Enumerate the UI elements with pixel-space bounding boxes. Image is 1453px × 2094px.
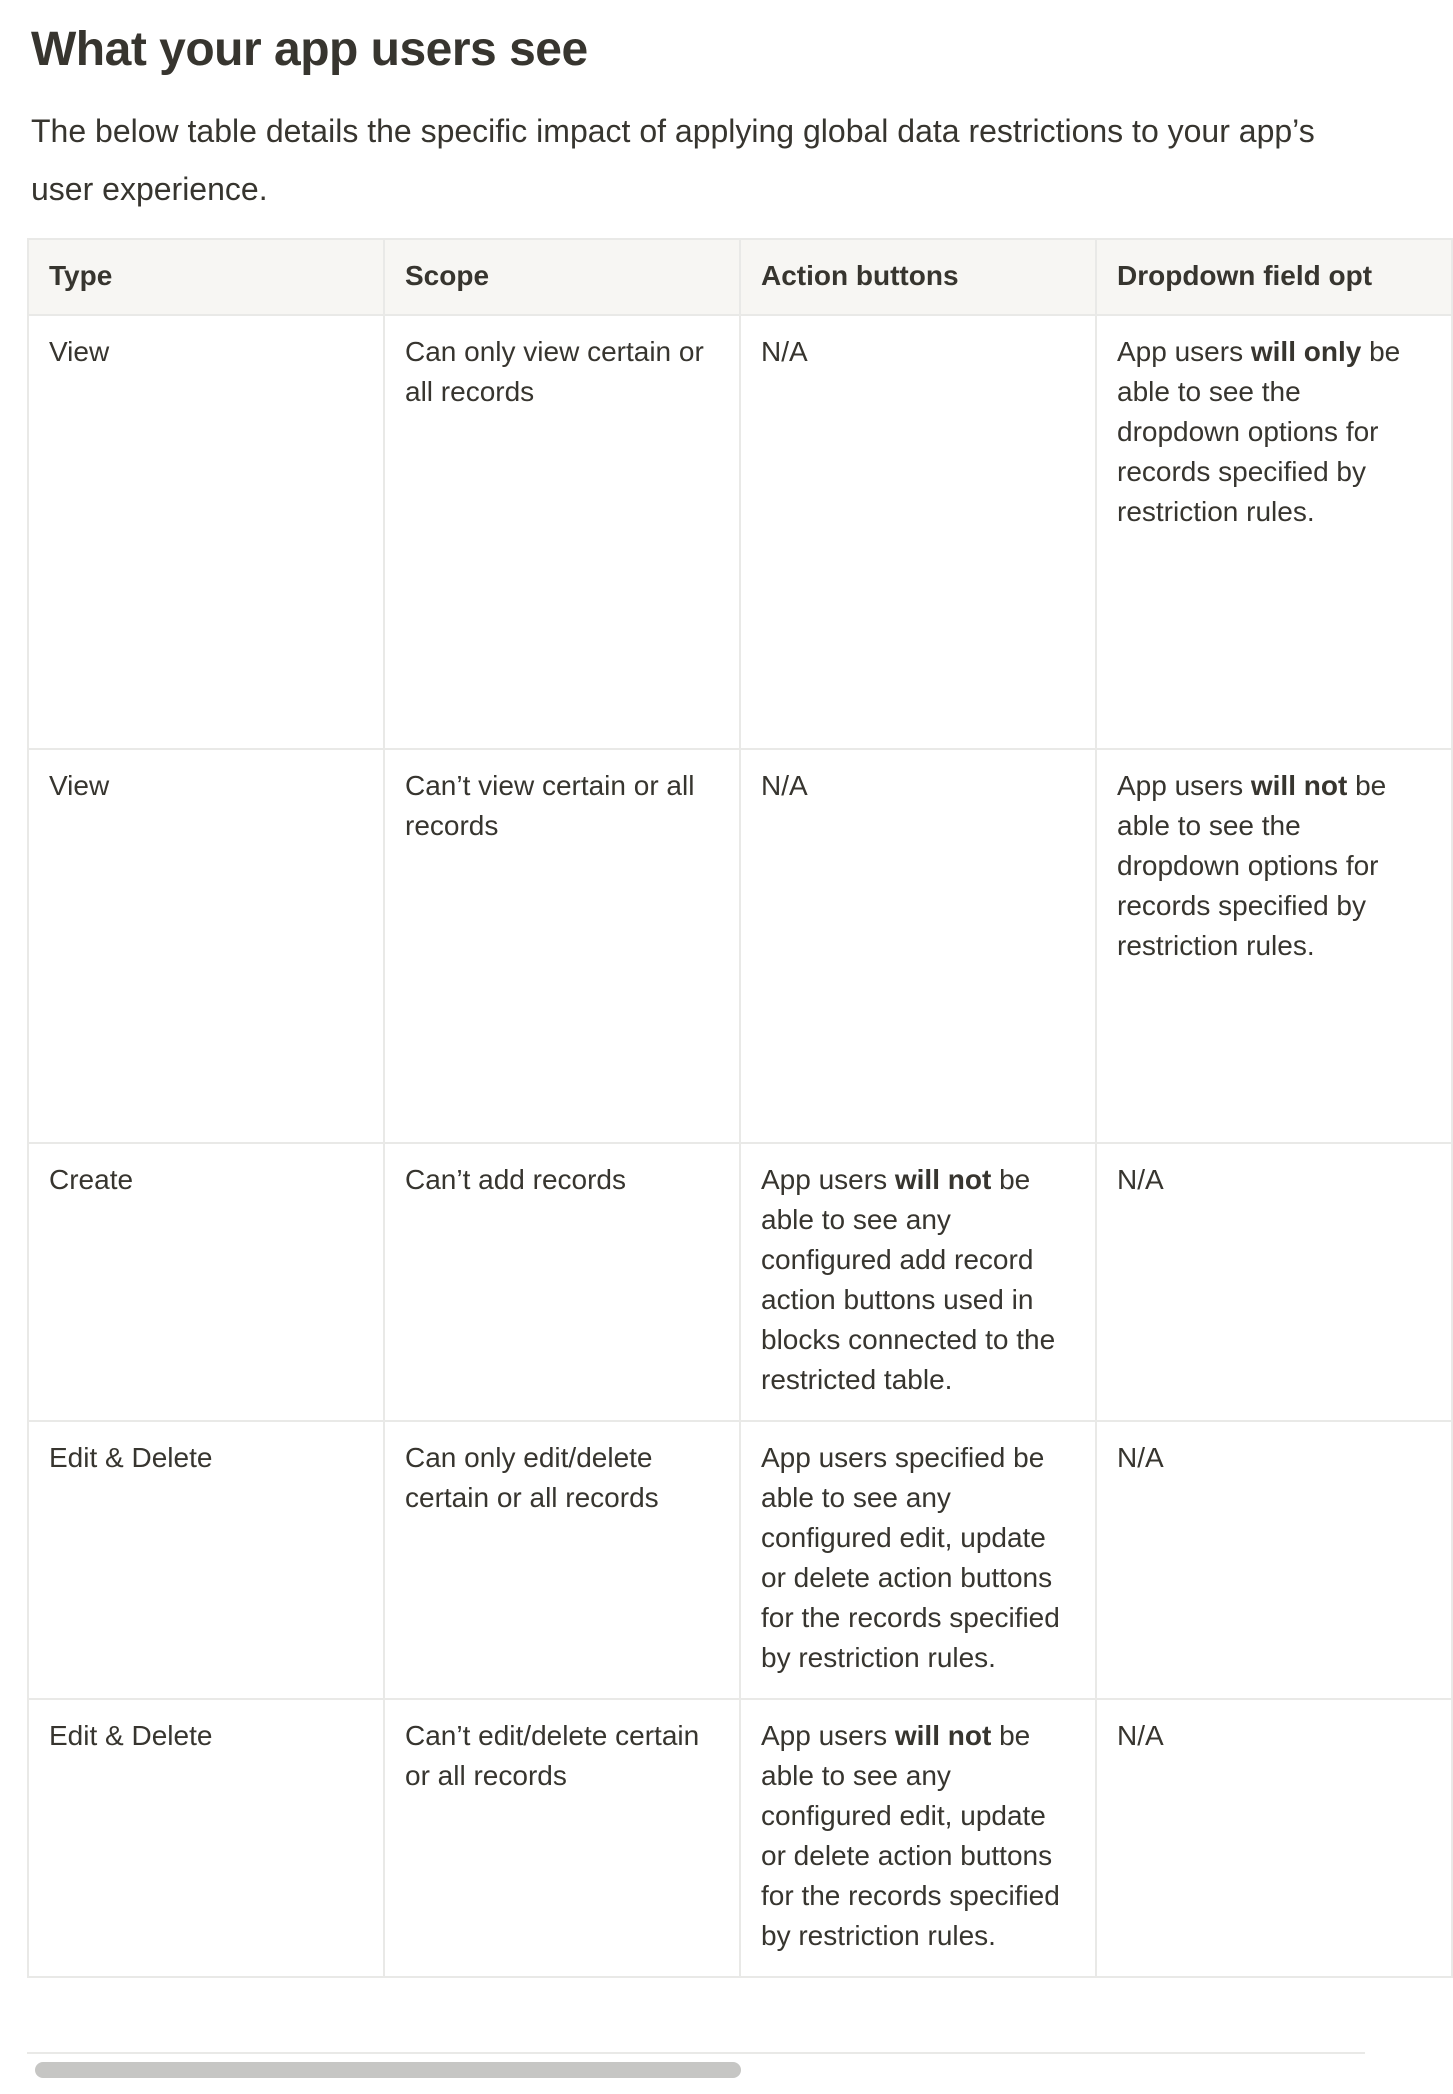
- cell-text-emphasis: will not: [894, 1164, 992, 1195]
- cell-action-buttons: N/A: [740, 315, 1096, 749]
- cell-action-buttons: App users specified be able to see any configured edit, update or delete action buttons for the records specified by restriction rules.: [740, 1421, 1096, 1699]
- scrollbar-thumb[interactable]: [35, 2062, 741, 2078]
- table-row: [28, 315, 1452, 749]
- cell-scope: Can’t view certain or all records: [384, 749, 740, 1143]
- restrictions-impact-table: [27, 238, 1453, 1978]
- table-row: [28, 1699, 1452, 1977]
- cell-text-prefix: App users: [761, 1720, 895, 1751]
- cell-dropdown-field-options: N/A: [1096, 1143, 1452, 1421]
- cell-text-suffix: be able to see any configured edit, update or delete action buttons for the records specified by restriction rules.: [761, 1720, 1060, 1951]
- cell-text-suffix: be able to see the dropdown options for records specified by restriction rules.: [1117, 770, 1387, 961]
- cell-action-buttons: [740, 1143, 1096, 1421]
- cell-dropdown-field-options: N/A: [1096, 1421, 1452, 1699]
- cell-scope: Can only view certain or all records: [384, 315, 740, 749]
- cell-text-suffix: be able to see the dropdown options for records specified by restriction rules.: [1117, 336, 1401, 527]
- cell-scope: Can’t add records: [384, 1143, 740, 1421]
- header-scope: Scope: [384, 239, 740, 315]
- cell-text-prefix: App users: [761, 1164, 895, 1195]
- cell-text-emphasis: will only: [1250, 336, 1362, 367]
- table-header-row: [28, 239, 1452, 315]
- cell-type: Edit & Delete: [28, 1699, 384, 1977]
- cell-dropdown-field-options: [1096, 315, 1452, 749]
- cell-dropdown-field-options: [1096, 749, 1452, 1143]
- section-heading: What your app users see: [31, 23, 588, 76]
- section-intro: The below table details the specific impact of applying global data restrictions to your app’s user experience.: [31, 113, 1315, 207]
- cell-action-buttons: [740, 1699, 1096, 1977]
- cell-action-buttons: N/A: [740, 749, 1096, 1143]
- header-action-buttons: Action buttons: [740, 239, 1096, 315]
- cell-text-suffix: be able to see any configured add record action buttons used in blocks connected to the restricted table.: [761, 1164, 1056, 1395]
- cell-type: View: [28, 315, 384, 749]
- table-row: [28, 749, 1452, 1143]
- cell-type: Edit & Delete: [28, 1421, 384, 1699]
- cell-dropdown-field-options: N/A: [1096, 1699, 1452, 1977]
- cell-scope: Can’t edit/delete certain or all records: [384, 1699, 740, 1977]
- cell-text-prefix: App users: [1117, 336, 1251, 367]
- cell-text-emphasis: will not: [894, 1720, 992, 1751]
- table-row: [28, 1421, 1452, 1699]
- header-type: Type: [28, 239, 384, 315]
- cell-type: Create: [28, 1143, 384, 1421]
- horizontal-scrollbar[interactable]: [27, 2052, 1365, 2082]
- cell-type: View: [28, 749, 384, 1143]
- header-dropdown-field-options: Dropdown field opt: [1096, 239, 1452, 315]
- table-row: [28, 1143, 1452, 1421]
- table-scroll-container[interactable]: [27, 238, 1401, 2050]
- cell-text-emphasis: will not: [1250, 770, 1348, 801]
- cell-text-prefix: App users: [1117, 770, 1251, 801]
- cell-scope: Can only edit/delete certain or all records: [384, 1421, 740, 1699]
